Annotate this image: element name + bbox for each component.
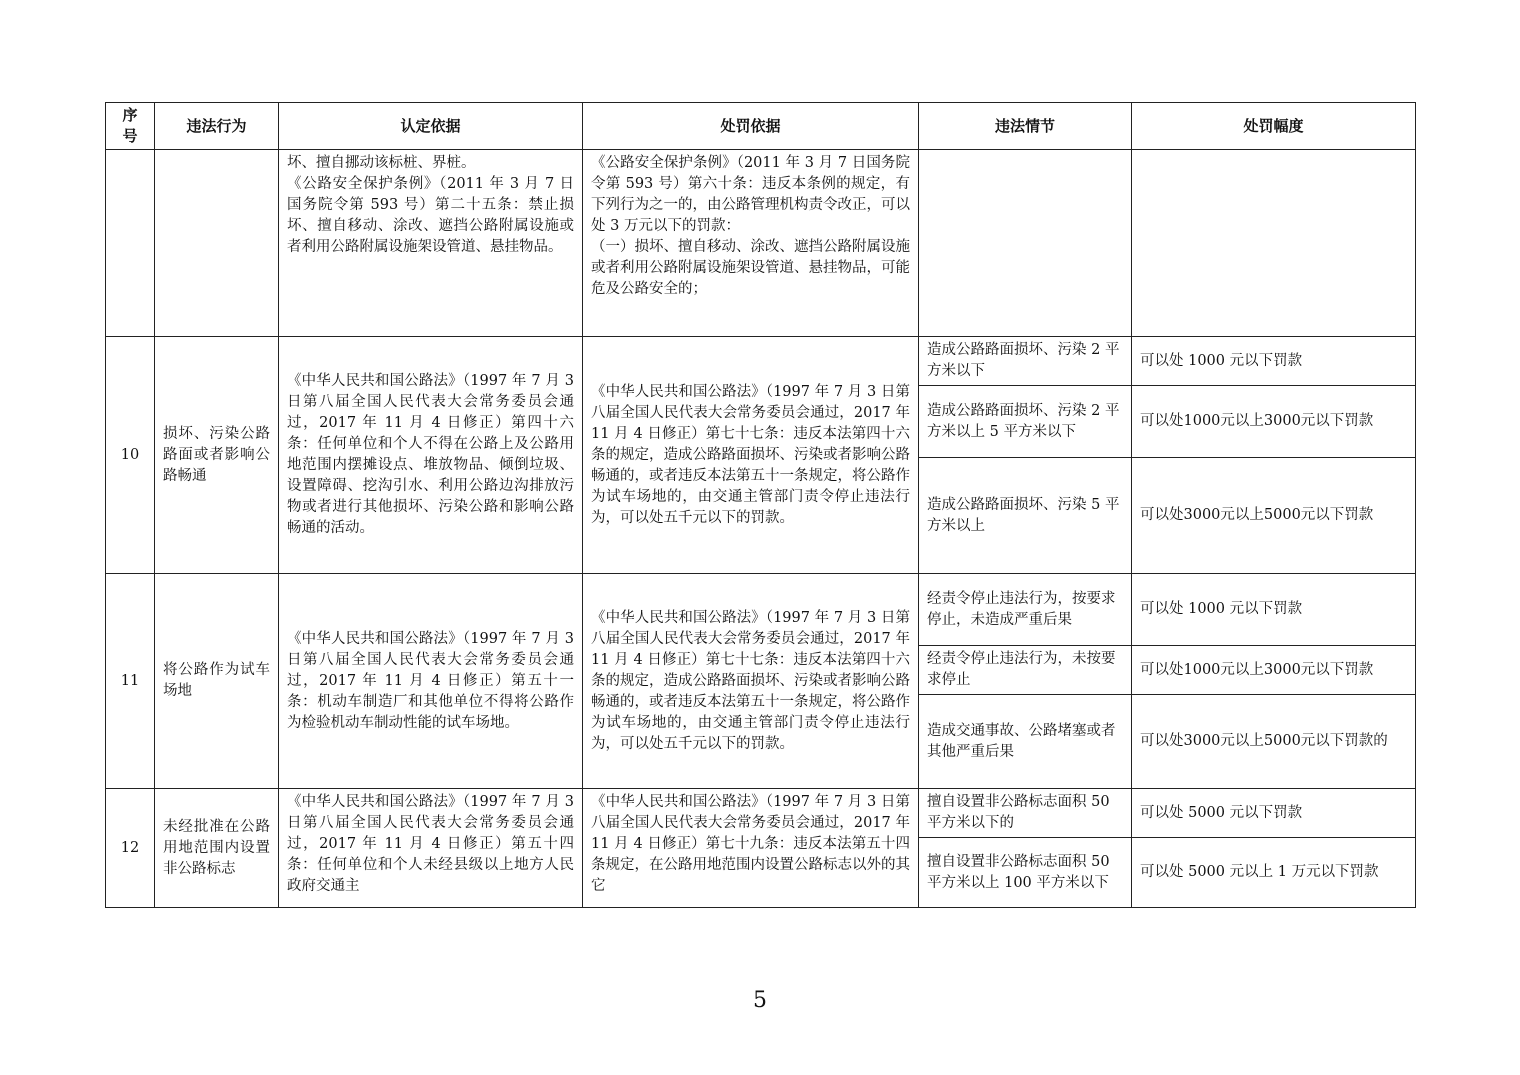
- header-range: 处罚幅度: [1132, 103, 1416, 150]
- table-row: [106, 789, 1416, 838]
- circumstance-cell: 造成公路路面损坏、污染 2 平方米以上 5 平方米以下: [919, 386, 1132, 458]
- range-cell: 可以处 5000 元以下罚款: [1132, 789, 1416, 838]
- penalty-basis-cell: 《中华人民共和国公路法》（1997 年 7 月 3 日第八届全国人民代表大会常务委员会通过，2017 年 11 月 4 日修正）第七十九条：违反本法第五十四条规定，在公路用地范围内设置公路标志以外的其它: [583, 789, 919, 908]
- circumstance-cell: 造成公路路面损坏、污染 2 平方米以下: [919, 337, 1132, 386]
- behavior-cell: [155, 150, 279, 337]
- basis-cell: 《中华人民共和国公路法》（1997 年 7 月 3 日第八届全国人民代表大会常务委员会通过，2017 年 11 月 4 日修正）第五十一条：机动车制造厂和其他单位不得将公路作为检验机动车制动性能的试车场地。: [279, 574, 583, 789]
- circumstance-cell: 擅自设置非公路标志面积 50 平方米以上 100 平方米以下: [919, 838, 1132, 908]
- header-seq: 序号: [106, 103, 155, 150]
- seq-cell: 11: [106, 574, 155, 789]
- circumstance-cell: 经责令停止违法行为，按要求停止，未造成严重后果: [919, 574, 1132, 646]
- range-cell: 可以处1000元以上3000元以下罚款: [1132, 386, 1416, 458]
- table-row: [106, 150, 1416, 337]
- circumstance-cell: 造成交通事故、公路堵塞或者其他严重后果: [919, 695, 1132, 789]
- penalty-basis-cell: 《中华人民共和国公路法》（1997 年 7 月 3 日第八届全国人民代表大会常务委员会通过，2017 年 11 月 4 日修正）第七十七条：违反本法第四十六条的规定，造成公路路面损坏、污染或者影响公路畅通的，或者违反本法第五十一条规定，将公路作为试车场地的，由交通主管部门责令停止违法行为，可以处五千元以下的罚款。: [583, 337, 919, 574]
- range-cell: [1132, 150, 1416, 337]
- seq-cell: 10: [106, 337, 155, 574]
- header-behavior: 违法行为: [155, 103, 279, 150]
- penalty-basis-cell: 《公路安全保护条例》（2011 年 3 月 7 日国务院令第 593 号）第六十条：违反本条例的规定，有下列行为之一的，由公路管理机构责令改正，可以处 3 万元以下的罚款： （一）损坏、擅自移动、涂改、遮挡公路附属设施或者利用公路附属设施架设管道、悬挂物品，可能危及公路安全的；: [583, 150, 919, 337]
- header-circumstance: 违法情节: [919, 103, 1132, 150]
- range-cell: 可以处3000元以上5000元以下罚款: [1132, 458, 1416, 574]
- circumstance-cell: 造成公路路面损坏、污染 5 平方米以上: [919, 458, 1132, 574]
- range-cell: 可以处 5000 元以上 1 万元以下罚款: [1132, 838, 1416, 908]
- basis-cell: 《中华人民共和国公路法》（1997 年 7 月 3 日第八届全国人民代表大会常务委员会通过，2017 年 11 月 4 日修正）第四十六条：任何单位和个人不得在公路上及公路用地范围内摆摊设点、堆放物品、倾倒垃圾、设置障碍、挖沟引水、利用公路边沟排放污物或者进行其他损坏、污染公路和影响公路畅通的活动。: [279, 337, 583, 574]
- basis-cell: 坏、擅自挪动该标桩、界桩。 《公路安全保护条例》（2011 年 3 月 7 日国务院令第 593 号）第二十五条：禁止损坏、擅自移动、涂改、遮挡公路附属设施或者利用公路附属设施架设管道、悬挂物品。: [279, 150, 583, 337]
- range-cell: 可以处3000元以上5000元以下罚款的: [1132, 695, 1416, 789]
- circumstance-cell: 经责令停止违法行为，未按要求停止: [919, 646, 1132, 695]
- behavior-cell: 未经批准在公路用地范围内设置非公路标志: [155, 789, 279, 908]
- range-cell: 可以处 1000 元以下罚款: [1132, 337, 1416, 386]
- seq-cell: [106, 150, 155, 337]
- range-cell: 可以处1000元以上3000元以下罚款: [1132, 646, 1416, 695]
- table-row: [106, 574, 1416, 646]
- circumstance-cell: [919, 150, 1132, 337]
- page-number: 5: [753, 988, 767, 1013]
- behavior-cell: 损坏、污染公路路面或者影响公路畅通: [155, 337, 279, 574]
- seq-cell: 12: [106, 789, 155, 908]
- table-row: [106, 337, 1416, 386]
- header-row: [106, 103, 1416, 150]
- circumstance-cell: 擅自设置非公路标志面积 50 平方米以下的: [919, 789, 1132, 838]
- penalty-basis-cell: 《中华人民共和国公路法》（1997 年 7 月 3 日第八届全国人民代表大会常务委员会通过，2017 年 11 月 4 日修正）第七十七条：违反本法第四十六条的规定，造成公路路面损坏、污染或者影响公路畅通的，或者违反本法第五十一条规定，将公路作为试车场地的，由交通主管部门责令停止违法行为，可以处五千元以下的罚款。: [583, 574, 919, 789]
- behavior-cell: 将公路作为试车场地: [155, 574, 279, 789]
- range-cell: 可以处 1000 元以下罚款: [1132, 574, 1416, 646]
- basis-cell: 《中华人民共和国公路法》（1997 年 7 月 3 日第八届全国人民代表大会常务委员会通过，2017 年 11 月 4 日修正）第五十四条：任何单位和个人未经县级以上地方人民政府交通主: [279, 789, 583, 908]
- penalty-table: [105, 102, 1416, 908]
- header-basis: 认定依据: [279, 103, 583, 150]
- header-penalty-basis: 处罚依据: [583, 103, 919, 150]
